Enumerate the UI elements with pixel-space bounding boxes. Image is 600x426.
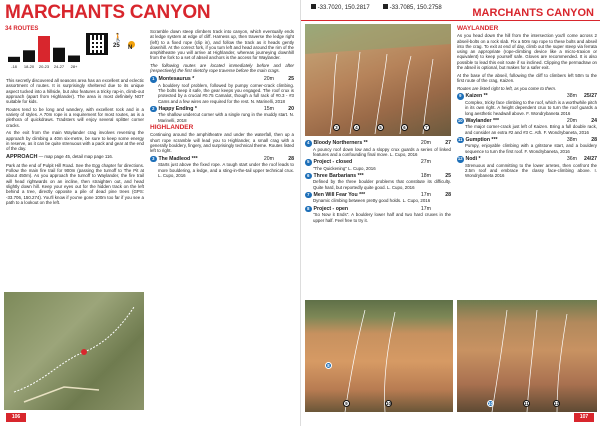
waylander-photo-left (305, 300, 453, 412)
gps-icon (383, 4, 388, 9)
waylander-photo-right (457, 300, 597, 412)
page-number: 106 (6, 413, 26, 422)
page-title: MARCHANTS CANYON (5, 2, 211, 23)
descent-text: Scramble down steep climbers track into canyon, which eventually ends at ledge system at edge of cliff. Harness up, then traverse the ledge right (left) to a fixed rope (clip in), and follow the track as it heads gently downhill. At the correct fork, if you turn left and head around the rim of the amphitheatre you will arrive at Highlander, whereas journeying downhill from the fork to a set of abseil anchors is the access for Waylander. (150, 29, 294, 61)
histogram-bar (23, 50, 35, 62)
route-grade: 20 (288, 105, 294, 112)
route-name: Three Barbarians *** (313, 172, 364, 179)
route-grade: 28 (591, 136, 597, 143)
route-marker: 9 (343, 400, 350, 407)
route-marker: 11 (524, 401, 529, 406)
route-number: 6 (305, 173, 312, 180)
histogram-label: 20-23 (38, 64, 50, 69)
route-length: 20m (263, 76, 274, 83)
walker-icon: 🚶 (113, 33, 123, 42)
route-length: 20m (566, 117, 577, 124)
route-entry (150, 106, 294, 123)
header-rule (301, 20, 600, 21)
route-length: 15m (263, 105, 274, 112)
route-marker: 7 (423, 124, 430, 131)
page-number-right: 107 (574, 413, 594, 422)
route-description: "So Now it Ends". A bouldery lower half and two hard cruxes in the upper half. Feel free to try it. (313, 212, 451, 223)
route-length: 17m (420, 191, 431, 198)
highlander-photo (305, 24, 451, 136)
route-description: The shallow undercut corner with a single rung in the muddy start. N. Marinelli, 2018 (158, 112, 294, 123)
route-grade: 24 (591, 117, 597, 124)
route-number: 10 (457, 117, 463, 123)
route-number: 5 (305, 159, 312, 166)
route-name: Happy Ending * (158, 105, 197, 112)
approach-label: APPROACH (6, 154, 38, 161)
route-grade: 27 (445, 140, 451, 146)
route-number: 11 (458, 136, 463, 142)
route-name: Nodi * (465, 156, 481, 163)
histogram-bar (53, 48, 65, 62)
waylander-heading: WAYLANDER (457, 25, 499, 32)
histogram-bar (68, 56, 80, 63)
route-length: 20m (263, 155, 274, 162)
gps-icon (311, 4, 316, 9)
route-number: 12 (457, 156, 463, 162)
route-entry (457, 118, 597, 135)
gps-1 (311, 4, 370, 11)
aspect-label: N (128, 45, 133, 51)
intro-paragraph: Routes tend to be long and wandery, with excellent rock and in a variety of styles. A 70m rope is a requirement for most routes, as is a plethora of quickdraws. Tradsters will enjoy several splitter corner cracks. (6, 106, 144, 128)
route-description: "The Quickening" L. Cupo, 2016 (313, 165, 376, 171)
route-marker: 6 (401, 124, 408, 131)
route-description: Complex, tricky face climbing to the roof, which is a worthwhile pitch in its own right. A height dependent crux to turn the roof guards a long aesthetic headwall above. F. Wondrybaneta 2016 (465, 99, 598, 116)
approach-info (113, 34, 123, 50)
route-description: Strenuous and committing to the lower arretes, then confront the 2.5m roof and embrace the classy face-climbing above. I. Wondrybaneta 2016 (465, 162, 597, 179)
route-name: The Madleod *** (158, 155, 198, 162)
route-number: 7 (305, 192, 312, 199)
waylander-intro: As you head down the hill from the intersection you'll come across 2 abseil-bolts on a rock slab. Fix a 50m rap rope to these bolts and abseil into the crag. To exit at end of day, climb out the super steep via ferrata using an appropriate (rope-climbing device like a micro-traxion or equivalent) to keep yourself safe. Gloves are recommended. It is also possible to lead this exit route if so inclined. Clipping the permadraw on the abseil is optional, but makes for a safer exit. (457, 33, 597, 71)
route-grade: 25 (445, 172, 451, 179)
intro-column (6, 78, 144, 207)
waylander-column (457, 24, 597, 180)
route-grade: 28 (445, 191, 451, 198)
route-entry (457, 93, 597, 115)
grade-histogram (6, 34, 84, 70)
page-title-right: MARCHANTS CANYON (472, 7, 594, 19)
route-entry (305, 206, 451, 223)
approach-map-image (4, 292, 144, 410)
route-marker: 8 (325, 362, 332, 369)
approach-map-ref: — map page 45, detail map page 116. (38, 154, 114, 160)
route-number: 4 (305, 140, 312, 147)
approach-text: Park at the end of Pulpit Hill Road. See the Egg chapter for directions. Follow the main fire trail for 900m (passing the turnoff to The Pit at about 450m). As you approach the turnoff to Waylander, the fire trail will head rightwards on an incline, then straighten out, and head slightly down hill. Keep your eyes out for the hidden track on the left behind a tree, directly opposite a pile of dead pine trees (GPS: -33.706, 150.274). You'll know if you've gone 100m too far if you see a path to a lookout on the left. (6, 162, 144, 205)
route-entry (150, 156, 294, 178)
gps-2 (383, 4, 442, 11)
waylander-intro: At the base of the abseil, following the cliff to climbers left 50m to the first route of the crag, Kaizen. (457, 72, 597, 84)
route-length: 27m (420, 159, 431, 166)
route-description: A pouncy roof down low and a sloppy crux guards a series of linked features and a confounding final move. L. Cupo, 2016 (313, 146, 451, 157)
route-marker: 12 (554, 401, 559, 406)
histogram-label: 24-27 (53, 64, 65, 69)
route-name: Montesaurus * (158, 76, 195, 83)
intro-paragraph: This secretly discovered all seasons area has an excellent and eclectic assortment of routes. It is surprisingly sheltered due to its unique aspect tucked into a hillside, but also features a tricky rap-in, climb-out approach (apart from Highlander). The area is most definitely NOT suitable for kids. (6, 78, 144, 105)
route-name: Project - closed (313, 159, 353, 166)
route-marker: 10 (488, 401, 493, 406)
route-entry (305, 192, 451, 204)
route-number: 3 (150, 156, 157, 163)
route-count: 34 ROUTES (5, 26, 39, 32)
route-description: Defined by the three boulder problems that constitute its difficulty. Quite hard, but reportedly quite good. L. Cupo, 2016 (313, 179, 451, 190)
route-entry (305, 159, 451, 171)
route-length: 17m (420, 205, 431, 212)
walk-minutes: 25 (113, 43, 120, 49)
route-title-row (150, 76, 294, 83)
route-number: 8 (305, 206, 312, 213)
approach-heading (6, 154, 144, 160)
route-grade: 25 (288, 76, 294, 83)
histogram-bar (38, 36, 50, 62)
waylander-intro: Routes are listed right to left, as you come to them. (457, 85, 557, 91)
route-name: Kaizen ** (465, 93, 488, 100)
route-length: 38m (566, 136, 577, 143)
route-grade: 24/27 (584, 156, 597, 163)
route-title-row (457, 93, 597, 100)
route-title-row (457, 156, 597, 163)
right-page (300, 0, 600, 426)
route-marker: 4 (353, 124, 360, 131)
route-name: Men Will Fear You *** (313, 191, 366, 198)
route-marker: 5 (377, 124, 384, 131)
route-number: 1 (150, 76, 157, 83)
route-entry (150, 76, 294, 104)
route-title-row (305, 159, 451, 166)
route-marker: 10 (386, 401, 391, 406)
route-grade: 25/27 (584, 93, 597, 100)
qr-code (86, 33, 108, 55)
route-length: 36m (566, 156, 577, 163)
histogram-label: 18-20 (23, 64, 35, 69)
route-entry (305, 140, 451, 157)
route-name: Waylander *** (465, 117, 500, 124)
route-description: Pumpy, enjoyable climbing with a gritstone start, and a bouldery sequence to turn the first roof. F. Wondrybaneta, 2016 (465, 143, 597, 154)
route-length: 20m (420, 140, 431, 146)
route-name: Project - open (313, 205, 349, 212)
route-description: The major corner-crack just left of Kaizen. Bring a full double rack, and consider an extra #2 and #3 C. Ath. F. Wondrybaneta, 2016 (465, 124, 597, 135)
route-length: 18m (420, 172, 431, 179)
histogram-label: 28+ (70, 64, 78, 69)
histogram-label: -18 (11, 64, 17, 69)
route-name: Bloody Northerners ** (313, 140, 368, 146)
route-entry (305, 173, 451, 190)
highlander-intro: Continuing around the amphitheatre and under the waterfall, then up a short rope scramble will lead you to Highlander, a small crag with a generally bouldery, fingery, and surprisingly technical theme. Routes listed left to right. (150, 132, 294, 154)
route-entry (457, 137, 597, 154)
highlander-heading: HIGHLANDER (150, 123, 194, 131)
highlander-routes (305, 140, 451, 225)
route-number: 2 (150, 106, 157, 113)
route-description: A bouldery roof problem, followed by pumpy corner-crack climbing. The bolts keep it safe, the gear keeps you engaged. The roof crux is protected by a crucial #0.75 Camalot, though a full rack of #0.3 - #3 Cams and a few wires are required for the rest. N. Marinelli, 2018 (158, 82, 294, 104)
histogram-bar (8, 57, 20, 62)
route-length: 38m (566, 93, 577, 100)
route-title-row (305, 140, 451, 147)
gps-1-value: -33.7020, 150.2817 (317, 5, 370, 11)
route-description: Dynamic climbing between pretty good holds. L. Cupo, 2016 (313, 198, 431, 204)
route-entry (457, 156, 597, 178)
routes-note: The following routes are located immediately before and after (respectively) the first sketchy rope traverse before the main crags. (150, 63, 294, 74)
route-description: Starts just above the fixed rope. A tough start under the roof leads to more bouldering, a ledge, and a sting-in-the-tail upper technical crux. L. Cupo, 2016 (158, 162, 294, 178)
route-name: Gumption *** (465, 136, 498, 143)
gps-2-value: -33.7085, 150.2758 (389, 5, 442, 11)
route-marker: 3 (333, 124, 340, 131)
route-number: 9 (457, 93, 464, 100)
intro-paragraph: As the exit from the main Waylander crag involves reversing the approach by climbing a 40m six-metre, be sure to keep some energy in reserve, as it can be quite strenuous with a pack and gear at the end of the day. (6, 130, 144, 152)
route-grade: 28 (288, 155, 294, 162)
text-column-2 (150, 29, 294, 180)
